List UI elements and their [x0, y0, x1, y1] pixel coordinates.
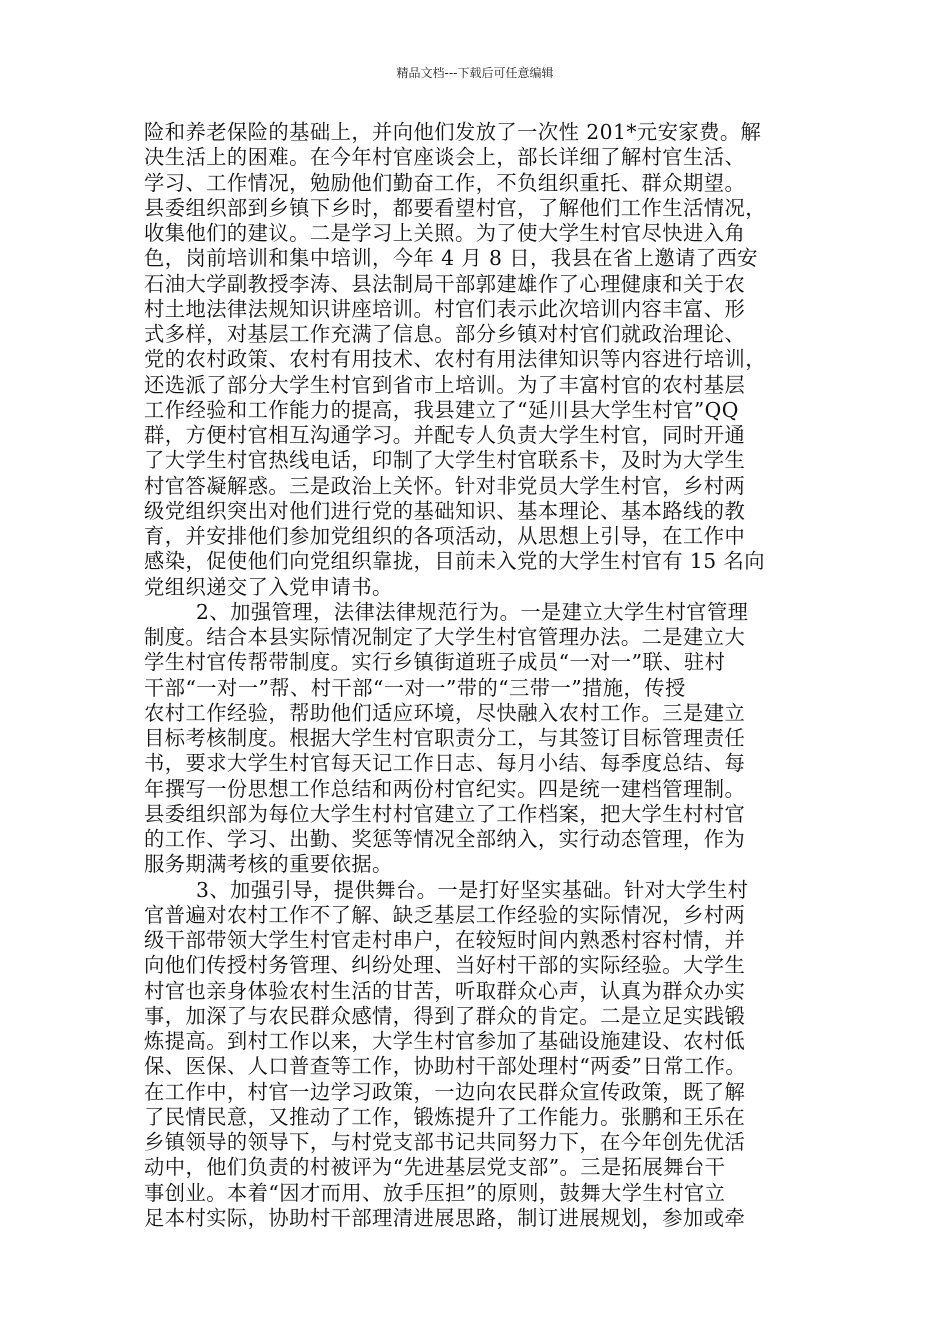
text-line: 收集他们的建议。二是学习上关照。为了使大学生村官尽快进入角 [144, 221, 746, 245]
text-line: 学习、工作情况，勉励他们勤奋工作，不负组织重托、群众期望。 [144, 170, 746, 195]
text-line: 的工作、学习、出勤、奖惩等情况全部纳入，实行动态管理，作为 [144, 827, 746, 851]
text-line: 学生村官传帮带制度。实行乡镇街道班子成员“一对一”联、驻村 [144, 650, 726, 675]
text-line: 干部“一对一”帮、村干部“一对一”带的“三带一”措施，传授 [144, 675, 686, 700]
text-line: 制度。结合本县实际情况制定了大学生村官管理办法。二是建立大 [144, 625, 746, 649]
text-line: 决生活上的困难。在今年村官座谈会上，部长详细了解村官生活、 [144, 145, 746, 170]
text-line: 村土地法律法规知识讲座培训。村官们表示此次培训内容丰富、形 [144, 296, 746, 321]
text-line: 年撰写一份思想工作总结和两份村官纪实。四是统一建档管理制。 [144, 776, 746, 801]
text-line: 县委组织部为每位大学生村村官建立了工作档案，把大学生村村官 [144, 801, 746, 826]
text-line: 式多样，对基层工作充满了信息。部分乡镇对村官们就政治理论、 [144, 322, 746, 346]
text-line: 了民情民意，又推动了工作，锻炼提升了工作能力。张鹏和王乐在 [144, 1104, 746, 1129]
text-line: 事创业。本着“因才而用、放手压担”的原则，鼓舞大学生村官立 [144, 1180, 726, 1205]
text-line: 2、加强管理，法律法律规范行为。一是建立大学生村官管理 [196, 599, 749, 624]
text-line: 了大学生村官热线电话，印制了大学生村官联系卡，及时为大学生 [144, 448, 746, 473]
text-line: 3、加强引导，提供舞台。一是打好坚实基础。针对大学生村 [196, 877, 749, 902]
text-line: 书，要求大学生村官每天记工作日志、每月小结、每季度总结、每 [144, 751, 746, 776]
text-line: 保、医保、人口普查等工作，协助村干部处理村“两委”日常工作。 [144, 1054, 747, 1079]
document-body [144, 120, 816, 1231]
text-line: 向他们传授村务管理、纠纷处理、当好村干部的实际经验。大学生 [144, 953, 746, 978]
text-line: 感染，促使他们向党组织靠拢，目前未入党的大学生村官有 15 名向 [144, 549, 765, 574]
text-line: 动中，他们负责的村被评为“先进基层党支部”。三是拓展舞台干 [144, 1155, 726, 1180]
text-line: 在工作中，村官一边学习政策，一边向农民群众宣传政策，既了解 [144, 1079, 746, 1104]
text-line: 工作经验和工作能力的提高，我县建立了“延川县大学生村官”QQ [144, 397, 739, 422]
text-line: 县委组织部到乡镇下乡时，都要看望村官，了解他们工作生活情况， [144, 195, 766, 220]
text-line: 农村工作经验，帮助他们适应环境，尽快融入农村工作。三是建立 [144, 700, 746, 725]
text-line: 级干部带领大学生村官走村串户，在较短时间内熟悉村容村情，并 [144, 928, 746, 952]
text-line: 村官答凝解惑。三是政治上关怀。针对非党员大学生村官，乡村两 [144, 473, 746, 498]
text-line: 服务期满考核的重要依据。 [144, 852, 393, 877]
text-line: 色，岗前培训和集中培训，今年 4 月 8 日，我县在省上邀请了西安 [144, 246, 759, 271]
text-line: 育，并安排他们参加党组织的各项活动，从思想上引导，在工作中 [144, 524, 746, 548]
text-line: 还选派了部分大学生村官到省市上培训。为了丰富村官的农村基层 [144, 372, 746, 397]
text-line: 官普遍对农村工作不了解、缺乏基层工作经验的实际情况，乡村两 [144, 902, 746, 927]
text-line: 党组织递交了入党申请书。 [144, 574, 393, 599]
text-line: 目标考核制度。根据大学生村官职责分工，与其签订目标管理责任 [144, 726, 746, 750]
text-line: 足本村实际，协助村干部理清进展思路，制订进展规划，参加或牵 [144, 1205, 746, 1230]
text-line: 事，加深了与农民群众感情，得到了群众的肯定。二是立足实践锻 [144, 1003, 746, 1028]
text-line: 党的农村政策、农村有用技术、农村有用法律知识等内容进行培训， [144, 347, 766, 372]
text-line: 群，方便村官相互沟通学习。并配专人负责大学生村官，同时开通 [144, 423, 746, 447]
page-header: 精品文档---下载后可任意编辑 [396, 66, 554, 80]
text-line: 石油大学副教授李涛、县法制局干部郭建雄作了心理健康和关于农 [144, 271, 746, 296]
text-line: 级党组织突出对他们进行党的基础知识、基本理论、基本路线的教 [144, 498, 746, 523]
text-line: 险和养老保险的基础上，并向他们发放了一次性 201*元安家费。解 [144, 120, 762, 144]
text-line: 乡镇领导的领导下，与村党支部书记共同努力下，在今年创先优活 [144, 1130, 746, 1154]
text-line: 村官也亲身体验农村生活的甘苦，听取群众心声，认真为群众办实 [144, 978, 746, 1003]
text-line: 炼提高。到村工作以来，大学生村官参加了基础设施建设、农村低 [144, 1029, 746, 1053]
